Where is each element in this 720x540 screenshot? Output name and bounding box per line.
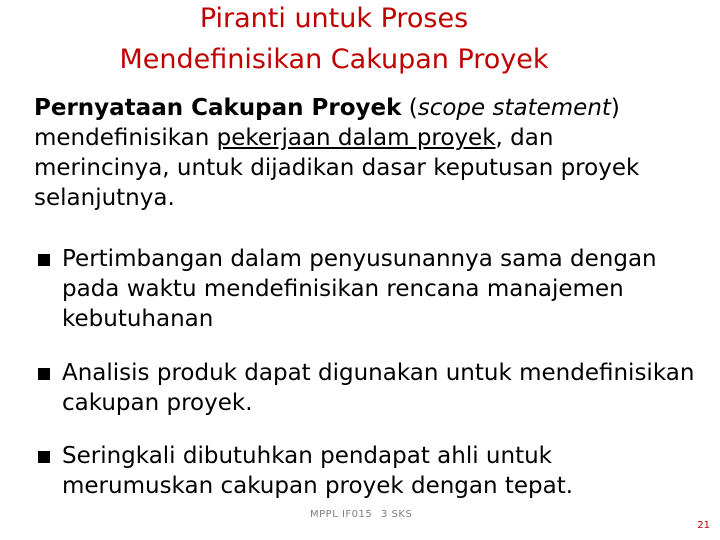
- bullet-text-1: Pertimbangan dalam penyusunannya sama dengan pada waktu mendefinisikan rencana manajemen kebutuhanan: [62, 246, 657, 332]
- page-number: 21: [697, 520, 710, 531]
- slide-title-line-2: Mendefinisikan Cakupan Proyek: [119, 44, 549, 75]
- intro-text-after: , dan merincinya, untuk dijadikan dasar keputusan proyek selanjutnya.: [34, 125, 640, 211]
- bullet-text-3: Seringkali dibutuhkan pendapat ahli untuk merumuskan cakupan proyek dengan tepat.: [62, 443, 574, 499]
- square-bullet-icon: [38, 254, 50, 266]
- square-bullet-icon: [38, 368, 50, 380]
- intro-close-paren: ): [610, 95, 620, 121]
- intro-text-before: mendefinisikan: [34, 125, 217, 151]
- intro-open-paren: (: [401, 95, 418, 121]
- slide-title-line-1: Piranti untuk Proses: [199, 3, 469, 34]
- intro-underlined-text: pekerjaan dalam proyek: [216, 125, 496, 151]
- bullet-item-1: [38, 244, 698, 334]
- square-bullet-icon: [38, 451, 50, 463]
- intro-italic-term: scope statement: [417, 95, 611, 121]
- bullet-item-2: [38, 358, 698, 418]
- intro-paragraph: [34, 93, 694, 213]
- footer-credits: 3 SKS: [381, 509, 413, 520]
- bullet-text-2: Analisis produk dapat digunakan untuk mendefinisikan cakupan proyek.: [62, 360, 695, 416]
- intro-lead-term: Pernyataan Cakupan Proyek: [34, 95, 402, 121]
- footer-course-code: MPPL IF015: [310, 509, 373, 520]
- bullet-item-3: [38, 441, 698, 501]
